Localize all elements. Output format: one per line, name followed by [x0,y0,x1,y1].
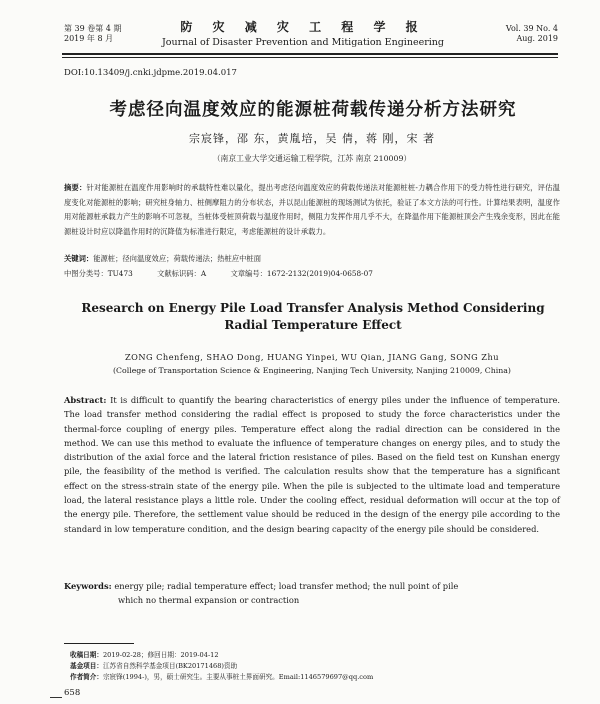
keywords-en-line1: energy pile; radial temperature effect; load transfer method; the null point of pile [114,581,459,591]
journal-name-en: Journal of Disaster Prevention and Mitigation Engineering [161,37,444,48]
date-en: Aug. 2019 [516,34,558,43]
page-number-rule [50,697,62,698]
affiliation-en: (College of Transportation Science & Engineering, Nanjing Tech University, Nanjing 210009, China) [113,366,511,375]
abstract-cn-label: 摘要： [64,183,87,192]
volume-en: Vol. 39 No. 4 [505,24,558,33]
fund-text: 江苏省自然科学基金项目(BK20171468)资助 [102,662,238,670]
abstract-cn [64,181,560,239]
received-dates: 2019-02-28；修回日期：2019-04-12 [102,651,219,659]
affiliation-cn: （南京工业大学交通运输工程学院，江苏 南京 210009） [212,154,412,163]
title-cn: 考虑径向温度效应的能源桩荷载传递分析方法研究 [109,100,517,120]
received-label: 收稿日期： [70,651,103,659]
abstract-en [64,393,560,536]
doc-code: 文献标识码：A [157,269,207,278]
keywords-en-label: Keywords: [64,581,112,591]
footnote-rule [64,643,134,644]
journal-header [48,8,558,54]
header-rule-thick [62,53,558,55]
header-center [48,18,558,48]
abstract-en-text: It is difficult to quantify the bearing characteristics of energy piles under the influence of temperature. The load transfer method considering the radial effect is proposed to study the force characteristics under the thermal-force coupling of energy piles. Temperature effect along the radial direction can be considered in the method. We can use this method to evaluate the influence of temperature changes on energy piles, and to study the distribution of the axial force and the lateral friction resistance of piles. Based on the field test on Kunshan energy pile, the feasibility of the method is verified. The calculation results show that the temperature has a significant effect on the stress-strain state of the energy pile. When the pile is subjected to the ultimate load and temperature load, the lateral resistance plays a little role. Under the cooling effect, residual deformation will occur at the top of the energy pile. Therefore, the settlement value should be reduced in the design of the energy pile according to the standard in low temperature condition, and the design bearing capacity of the energy pile should be considered. [64,395,561,534]
authors-en: ZONG Chenfeng, SHAO Dong, HUANG Yinpei, WU Qian, JIANG Gang, SONG Zhu [124,352,500,362]
keywords-cn-label: 关键词： [64,254,94,263]
doi: DOI:10.13409/j.cnki.jdpme.2019.04.017 [64,68,237,78]
title-en: Research on Energy Pile Load Transfer Analysis Method Considering Radial Temperature Effect [81,301,545,332]
footnote-fund [70,661,564,672]
keywords-en [64,579,560,608]
abstract-en-label: Abstract: [64,395,107,405]
footnotes [70,650,564,683]
keywords-en-line2: which no thermal expansion or contraction [118,595,300,606]
volume-cn: 第 39 卷第 4 期 [64,24,122,33]
author-text: 宗宸锋(1994-)，男，硕士研究生。主要从事桩土界面研究。Email:1146579697@qq.com [102,673,374,681]
journal-name-cn: 防 灾 减 灾 工 程 学 报 [180,20,426,34]
article-number: 文章编号：1672-2132(2019)04-0658-07 [230,269,373,278]
header-rule-thin [62,57,558,58]
footnote-author [70,672,564,683]
header-right [506,24,558,44]
authors-cn: 宗宸锋，邵 东，黄胤培，吴 倩，蒋 刚，宋 著 [189,132,435,145]
author-label: 作者简介： [70,673,103,681]
classification-cn [64,268,560,280]
fund-label: 基金项目： [70,662,103,670]
keywords-cn-text: 能源桩；径向温度效应；荷载传递法；热桩应中桩面 [93,254,262,263]
date-cn: 2019 年 8 月 [64,34,114,43]
page-number: 658 [64,688,81,698]
clc-number: 中图分类号：TU473 [64,269,133,278]
abstract-cn-text: 针对能源桩在温度作用影响时的承载特性难以量化，提出考虑径向温度效应的荷载传递法对能源桩桩-力耦合作用下的受力特性进行研究，评估温度变化对能源桩的影响；研究桩身轴力、桩侧摩阻力的分布状态，并以昆山能源桩的现场测试为依托，验证了本文方法的可行性。计算结果表明，温度作用对能源桩承载力产生的影响不可忽视，当桩体受桩顶荷载与温度作用时，侧阻力发挥作用几乎不大，在降温作用下能源桩顶会产生残余变形，因此在能源桩设计时应以降温作用时的沉降值为标准进行限定，考虑能源桩的设计承载力。 [64,183,560,236]
footnote-received [70,650,564,661]
keywords-cn [64,253,560,265]
